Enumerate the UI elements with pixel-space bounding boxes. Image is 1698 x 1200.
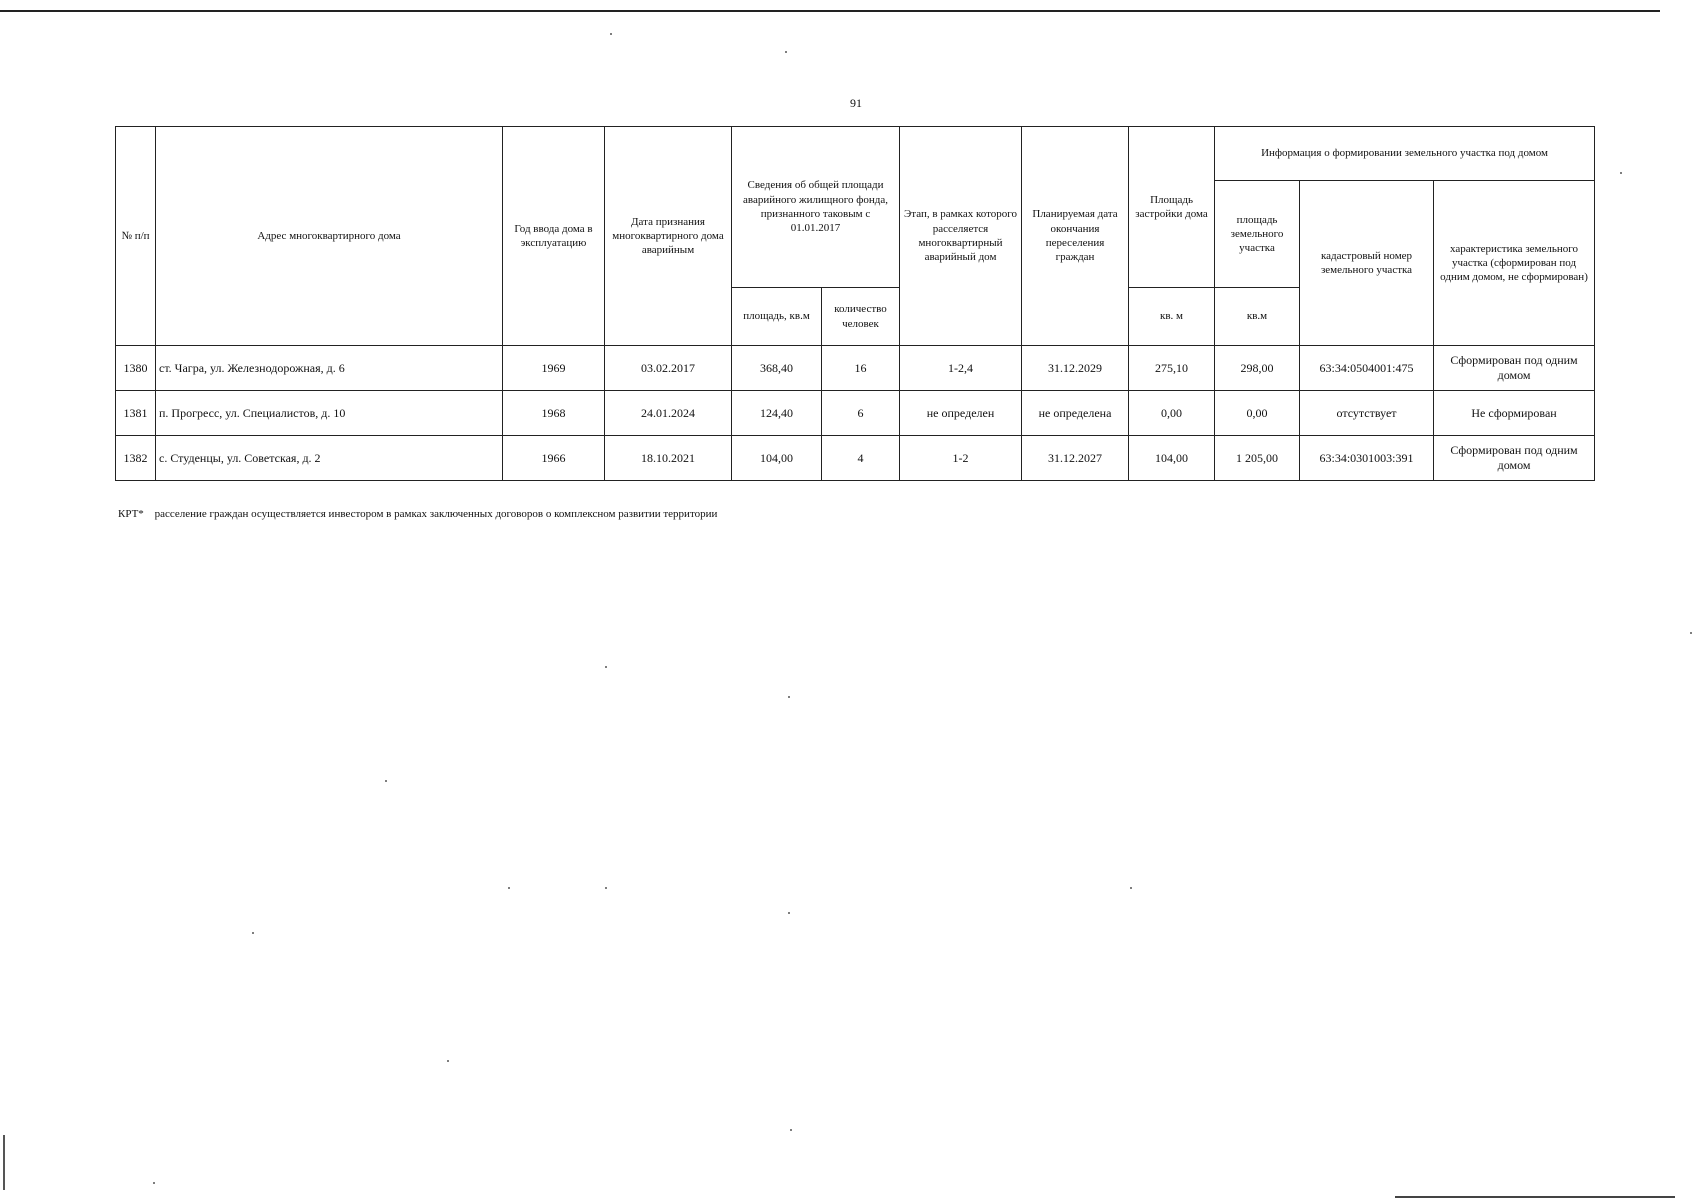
header-year: Год ввода дома в эксплуатацию bbox=[503, 127, 605, 346]
cell-num: 1380 bbox=[116, 346, 156, 391]
header-num: № п/п bbox=[116, 127, 156, 346]
scan-speck bbox=[508, 887, 510, 889]
scan-speck bbox=[610, 33, 612, 35]
cell-characteristic: Не сформирован bbox=[1434, 391, 1595, 436]
cell-planned-date: не определена bbox=[1022, 391, 1129, 436]
scan-speck bbox=[1130, 887, 1132, 889]
header-address: Адрес многоквартирного дома bbox=[156, 127, 503, 346]
footnote-text: расселение граждан осуществляется инвестором в рамках заключенных договоров о комплексном развитии территории bbox=[154, 508, 718, 520]
scan-speck bbox=[1690, 632, 1692, 634]
header-cadastral: кадастровый номер земельного участка bbox=[1300, 181, 1434, 346]
cell-planned-date: 31.12.2027 bbox=[1022, 436, 1129, 481]
header-building-area: Площадь застройки дома bbox=[1129, 127, 1215, 288]
table-row bbox=[116, 346, 1595, 391]
table-row bbox=[116, 436, 1595, 481]
header-area-sqm: площадь, кв.м bbox=[732, 288, 822, 346]
cell-characteristic: Сформирован под одним домом bbox=[1434, 436, 1595, 481]
footnote-label: КРТ* bbox=[118, 508, 144, 520]
header-stage: Этап, в рамках которого расселяется многоквартирный аварийный дом bbox=[900, 127, 1022, 346]
cell-building-area: 104,00 bbox=[1129, 436, 1215, 481]
scan-speck bbox=[153, 1182, 155, 1184]
cell-stage: 1-2,4 bbox=[900, 346, 1022, 391]
header-unit-land: кв.м bbox=[1215, 288, 1300, 346]
cell-stage: не определен bbox=[900, 391, 1022, 436]
cell-year: 1968 bbox=[503, 391, 605, 436]
cell-area: 104,00 bbox=[732, 436, 822, 481]
footnote bbox=[118, 508, 725, 520]
header-land-info: Информация о формировании земельного участка под домом bbox=[1215, 127, 1595, 181]
header-date-recognized: Дата признания многоквартирного дома аварийным bbox=[605, 127, 732, 346]
cell-building-area: 0,00 bbox=[1129, 391, 1215, 436]
cell-people: 4 bbox=[822, 436, 900, 481]
cell-characteristic: Сформирован под одним домом bbox=[1434, 346, 1595, 391]
cell-year: 1969 bbox=[503, 346, 605, 391]
cell-cadastral: отсутствует bbox=[1300, 391, 1434, 436]
cell-people: 6 bbox=[822, 391, 900, 436]
header-planned-date: Планируемая дата окончания переселения граждан bbox=[1022, 127, 1129, 346]
header-land-area: площадь земельного участка bbox=[1215, 181, 1300, 288]
cell-num: 1381 bbox=[116, 391, 156, 436]
header-land-characteristic: характеристика земельного участка (сформирован под одним домом, не сформирован) bbox=[1434, 181, 1595, 346]
cell-stage: 1-2 bbox=[900, 436, 1022, 481]
cell-area: 368,40 bbox=[732, 346, 822, 391]
table-row bbox=[116, 391, 1595, 436]
cell-cadastral: 63:34:0301003:391 bbox=[1300, 436, 1434, 481]
header-people-count: количество человек bbox=[822, 288, 900, 346]
scan-speck bbox=[447, 1060, 449, 1062]
scan-speck bbox=[788, 912, 790, 914]
header-row-1 bbox=[116, 127, 1595, 181]
page-number: 91 bbox=[850, 96, 862, 110]
scan-speck bbox=[605, 666, 607, 668]
header-area-info: Сведения об общей площади аварийного жилищного фонда, признанного таковым с 01.01.2017 bbox=[732, 127, 900, 288]
cell-date: 18.10.2021 bbox=[605, 436, 732, 481]
cell-year: 1966 bbox=[503, 436, 605, 481]
scan-border-top bbox=[0, 10, 1660, 12]
scan-speck bbox=[790, 1129, 792, 1131]
cell-planned-date: 31.12.2029 bbox=[1022, 346, 1129, 391]
header-unit-building: кв. м bbox=[1129, 288, 1215, 346]
scan-border-left bbox=[3, 1135, 5, 1190]
scan-border-bottom bbox=[1395, 1196, 1675, 1198]
cell-address: с. Студенцы, ул. Советская, д. 2 bbox=[156, 436, 503, 481]
cell-address: п. Прогресс, ул. Специалистов, д. 10 bbox=[156, 391, 503, 436]
cell-building-area: 275,10 bbox=[1129, 346, 1215, 391]
scan-speck bbox=[605, 887, 607, 889]
cell-date: 03.02.2017 bbox=[605, 346, 732, 391]
cell-address: ст. Чагра, ул. Железнодорожная, д. 6 bbox=[156, 346, 503, 391]
cell-people: 16 bbox=[822, 346, 900, 391]
scan-speck bbox=[252, 932, 254, 934]
cell-cadastral: 63:34:0504001:475 bbox=[1300, 346, 1434, 391]
cell-num: 1382 bbox=[116, 436, 156, 481]
scan-speck bbox=[788, 696, 790, 698]
cell-land-area: 298,00 bbox=[1215, 346, 1300, 391]
scan-speck bbox=[785, 51, 787, 53]
cell-date: 24.01.2024 bbox=[605, 391, 732, 436]
cell-land-area: 1 205,00 bbox=[1215, 436, 1300, 481]
emergency-housing-table bbox=[115, 126, 1595, 481]
scan-speck bbox=[385, 780, 387, 782]
cell-area: 124,40 bbox=[732, 391, 822, 436]
cell-land-area: 0,00 bbox=[1215, 391, 1300, 436]
scan-speck bbox=[1620, 172, 1622, 174]
